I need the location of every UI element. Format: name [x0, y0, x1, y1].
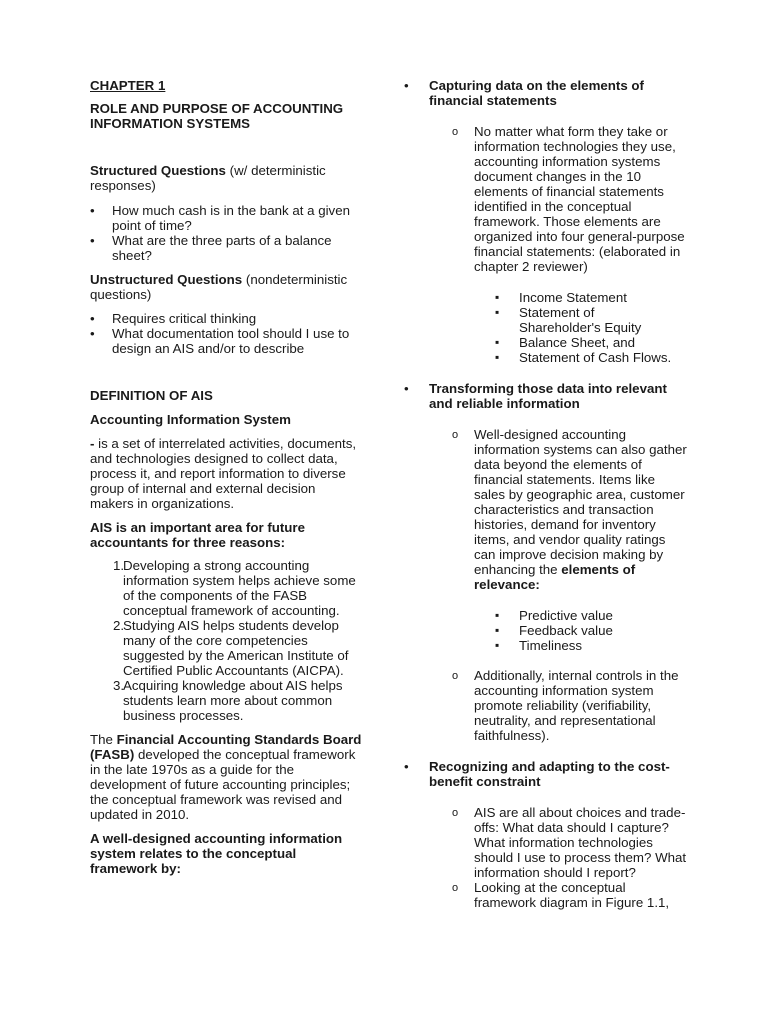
list-item: ▪ Statement of Shareholder's Equity [519, 305, 654, 335]
statements-list [404, 290, 688, 365]
structured-questions-heading: Structured Questions (w/ deterministic responses) [90, 163, 326, 193]
recognizing-section [404, 759, 688, 789]
recognizing-heading: Recognizing and adapting to the cost-benefit constraint [429, 759, 670, 789]
ais-heading: Accounting Information System [90, 412, 291, 427]
capturing-section [404, 78, 688, 108]
relevance-list [404, 608, 688, 653]
capturing-body: o No matter what form they take or information technologies they use, accounting information systems document changes in the 10 elements of financial statements identified in the conceptual framework. Those elements are organized into four general-purpose financial statements: (elaborated in chapter 2 reviewer) [452, 124, 685, 274]
controls-body: o Additionally, internal controls in the accounting information system promote reliability (verifiability, neutrality, and representational faithfulness). [452, 668, 679, 743]
structured-questions-list [90, 203, 362, 263]
list-item: • How much cash is in the bank at a given point of time? [90, 203, 362, 233]
list-item: 3. Acquiring knowledge about AIS helps students learn more about common business processes. [113, 678, 343, 723]
unstructured-questions-heading: Unstructured Questions (nondeterministic questions) [90, 272, 348, 302]
list-item: 1. Developing a strong accounting information system helps achieve some of the components of the FASB conceptual framework of accounting. [113, 558, 356, 618]
list-item: • Requires critical thinking [90, 311, 362, 326]
definition-heading: DEFINITION OF AIS [90, 388, 213, 403]
list-item: ▪ Balance Sheet, and [519, 335, 688, 350]
chapter-title: ROLE AND PURPOSE OF ACCOUNTING INFORMATION SYSTEMS [90, 101, 344, 131]
right-column [404, 78, 688, 910]
reasons-heading: AIS is an important area for future accountants for three reasons: [90, 520, 306, 550]
chapter-label: CHAPTER 1 [90, 78, 166, 93]
list-item: ▪ Timeliness [519, 638, 688, 653]
transforming-heading: Transforming those data into relevant and reliable information [429, 381, 667, 411]
list-item: • What are the three parts of a balance sheet? [90, 233, 362, 263]
reasons-list [90, 558, 362, 723]
list-item: ▪ Predictive value [519, 608, 688, 623]
list-item: ▪ Feedback value [519, 623, 688, 638]
list-item: ▪ Income Statement [519, 290, 688, 305]
transforming-section [404, 381, 688, 411]
circle-bullet-icon: o [452, 126, 459, 138]
recognizing-body: o AIS are all about choices and trade-offs: What data should I capture? What information technologies should I use to process them? What information should I report? [452, 805, 687, 880]
unstructured-questions-list [90, 311, 362, 356]
ais-definition: - is a set of interrelated activities, documents, and technologies designed to collect data, process it, and report information to diverse group of internal and external decision makers in organizations. [90, 436, 357, 511]
list-item: ▪ Statement of Cash Flows. [519, 350, 688, 365]
fasb-paragraph: The Financial Accounting Standards Board (FASB) developed the conceptual framework in the late 1970s as a guide for the development of future accounting principles; the conceptual framework was revised and updated in 2010. [90, 732, 362, 822]
circle-bullet-icon: o [452, 670, 459, 682]
left-column [90, 78, 362, 876]
bullet-icon: • [404, 78, 409, 93]
capturing-heading: Capturing data on the elements of financial statements [429, 78, 644, 108]
list-item: • What documentation tool should I use to design an AIS and/or to describe [90, 326, 362, 356]
recognizing-body-2: o Looking at the conceptual framework diagram in Figure 1.1, [452, 880, 670, 910]
list-item: 2. Studying AIS helps students develop many of the core competencies suggested by the American Institute of Certified Public Accountants (AICPA). [113, 618, 349, 678]
circle-bullet-icon: o [452, 807, 459, 819]
circle-bullet-icon: o [452, 882, 459, 894]
bullet-icon: • [404, 759, 409, 774]
transforming-body: o Well-designed accounting information systems can also gather data beyond the elements of financial statements. Items like sales by geographic area, customer characteristics and transaction histories, demand for inventory items, and vendor quality ratings can improve decision making by enhancing the elements of relevance: [452, 427, 687, 592]
circle-bullet-icon: o [452, 429, 459, 441]
relates-heading: A well-designed accounting information system relates to the conceptual framework by: [90, 831, 343, 876]
bullet-icon: • [404, 381, 409, 396]
